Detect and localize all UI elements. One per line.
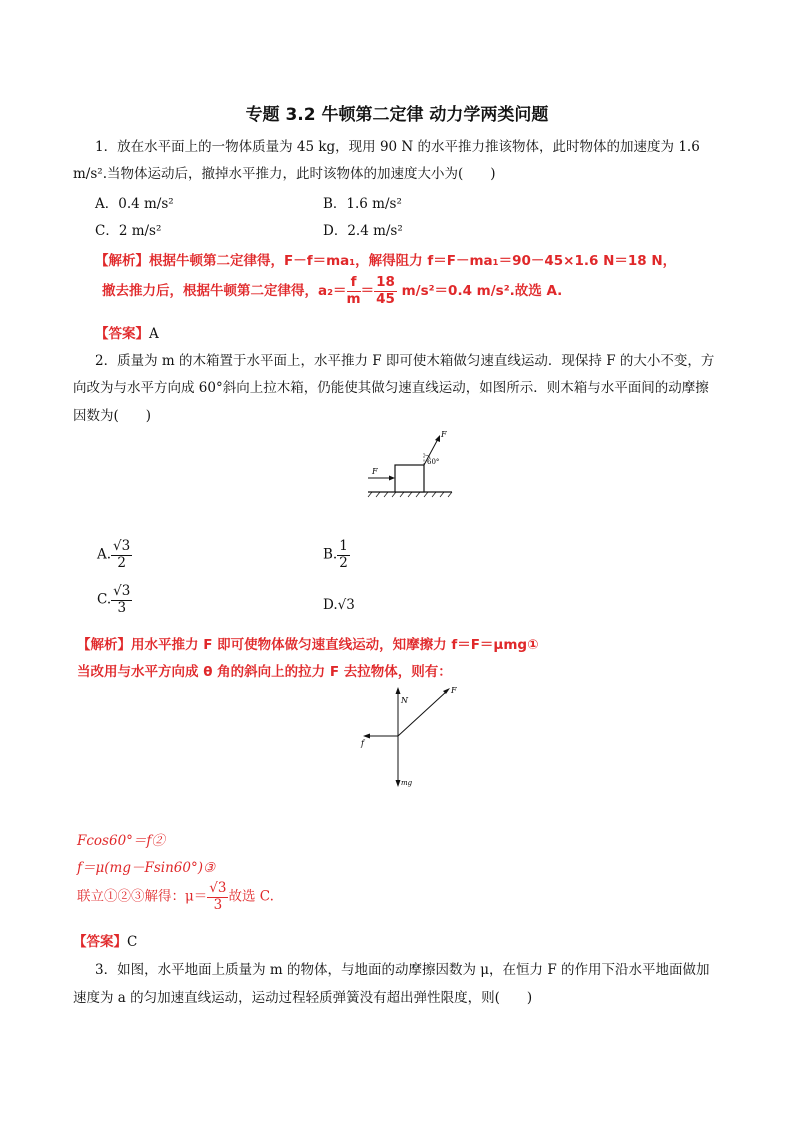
solution-fraction (207, 882, 228, 912)
q2-option-d (323, 597, 355, 613)
option-fraction (337, 540, 350, 570)
q1-answer (95, 322, 159, 342)
arrowhead-icon (389, 476, 395, 481)
q1-option-d: D．2.4 m/s² (323, 223, 403, 239)
push-force-label: F (372, 467, 378, 476)
fraction-numerator: √3 (113, 538, 131, 554)
ground-hatching (368, 492, 452, 497)
q2-option-c (97, 585, 132, 615)
q2-answer (73, 930, 137, 950)
q1-option-b: B．1.6 m/s² (323, 196, 402, 212)
q1-analysis-line2-post: m/s²＝0.4 m/s².故选 A. (396, 283, 563, 299)
equals-sign: ＝ (360, 283, 375, 299)
q1-fraction-f-over-m (347, 276, 361, 306)
q2-force-diagram (355, 683, 475, 793)
fraction-denominator: 2 (339, 554, 348, 571)
fraction-denominator: 3 (213, 896, 223, 913)
pull-force-label: F (451, 686, 457, 695)
arrowhead-icon (435, 435, 440, 442)
option-fraction (111, 540, 132, 570)
q2-stem-line2: 向改为与水平方向成 60°斜向上拉木箱，仍能使其做匀速直线运动，如图所示．则木箱与水平面间的动摩擦 (73, 380, 709, 396)
fraction-denominator: 3 (117, 599, 127, 616)
q2-option-b (323, 540, 350, 570)
answer-value: A (149, 326, 159, 342)
page-title: 专题 3.2 牛顿第二定律 动力学两类问题 (245, 105, 549, 125)
arrowhead-icon (396, 780, 401, 787)
option-fraction (111, 585, 132, 615)
q3-stem-line1: 3．如图，水平地面上质量为 m 的物体，与地面的动摩擦因数为 μ，在恒力 F 的作用下沿水平地面做加 (95, 962, 710, 978)
normal-force-label: N (401, 696, 408, 705)
answer-label: 【答案】 (95, 326, 149, 342)
q2-box-figure (360, 425, 460, 500)
fraction-numerator: √3 (209, 880, 227, 896)
q1-stem-line1: 1．放在水平面上的一物体质量为 45 kg，现用 90 N 的水平推力推该物体，此时物体的加速度为 1.6 (95, 139, 700, 155)
q1-stem-line2: m/s².当物体运动后，撤掉水平推力，此时该物体的加速度大小为( ) (73, 166, 496, 182)
q1-fraction-18-over-45 (374, 276, 397, 306)
pull-force-label: F (441, 430, 447, 439)
solution-post: 故选 C. (228, 888, 274, 905)
q2-equation-2: Fcos60°＝f② (77, 833, 165, 849)
fraction-numerator: √3 (113, 583, 131, 599)
q2-equation-3: f＝μ(mg－Fsin60°)③ (77, 860, 216, 876)
fraction-numerator: 18 (376, 274, 395, 290)
fraction-denominator: m (346, 290, 361, 307)
q3-stem-line2: 速度为 a 的匀加速直线运动，运动过程轻质弹簧没有超出弹性限度，则( ) (73, 990, 533, 1006)
arrowhead-icon (396, 687, 401, 694)
answer-value: C (127, 934, 138, 950)
q2-stem-line1: 2．质量为 m 的木箱置于水平面上，水平推力 F 即可使木箱做匀速直线运动．现保持 F 的大小不变，方 (95, 353, 715, 369)
q1-option-a: A．0.4 m/s² (95, 196, 174, 212)
fraction-denominator: 45 (376, 290, 395, 307)
fraction-numerator: f (347, 276, 361, 292)
q1-option-c: C．2 m/s² (95, 223, 162, 239)
answer-label: 【答案】 (73, 934, 127, 950)
option-label: D. (323, 597, 338, 613)
arrowhead-icon (363, 734, 370, 739)
option-label: B. (323, 546, 338, 563)
angle-label: 60° (427, 458, 440, 466)
option-label: C. (97, 591, 112, 608)
fraction-denominator: 2 (117, 554, 126, 571)
solution-pre: 联立①②③解得：μ＝ (77, 888, 208, 905)
option-label: A. (97, 546, 112, 563)
weight-label: mg (401, 779, 413, 787)
q2-stem-line3: 因数为( ) (73, 408, 152, 424)
q1-analysis-line2 (102, 276, 562, 306)
q2-solution (77, 882, 274, 912)
q2-analysis-line2: 当改用与水平方向成 θ 角的斜向上的拉力 F 去拉物体，则有： (77, 664, 452, 680)
q1-analysis-line2-pre: 撤去推力后，根据牛顿第二定律得，a₂＝ (102, 283, 347, 299)
friction-label: f (361, 739, 364, 748)
q2-option-a (97, 540, 132, 570)
box (395, 465, 424, 492)
option-value: √3 (337, 597, 355, 613)
fraction-numerator: 1 (339, 538, 348, 554)
q2-analysis-line1: 【解析】用水平推力 F 即可使物体做匀速直线运动，知摩擦力 f＝F＝μmg① (77, 637, 539, 653)
q1-analysis-line1: 【解析】根据牛顿第二定律得，F－f＝ma₁，解得阻力 f＝F－ma₁＝90－45×1.6 N＝18 N， (95, 253, 677, 269)
